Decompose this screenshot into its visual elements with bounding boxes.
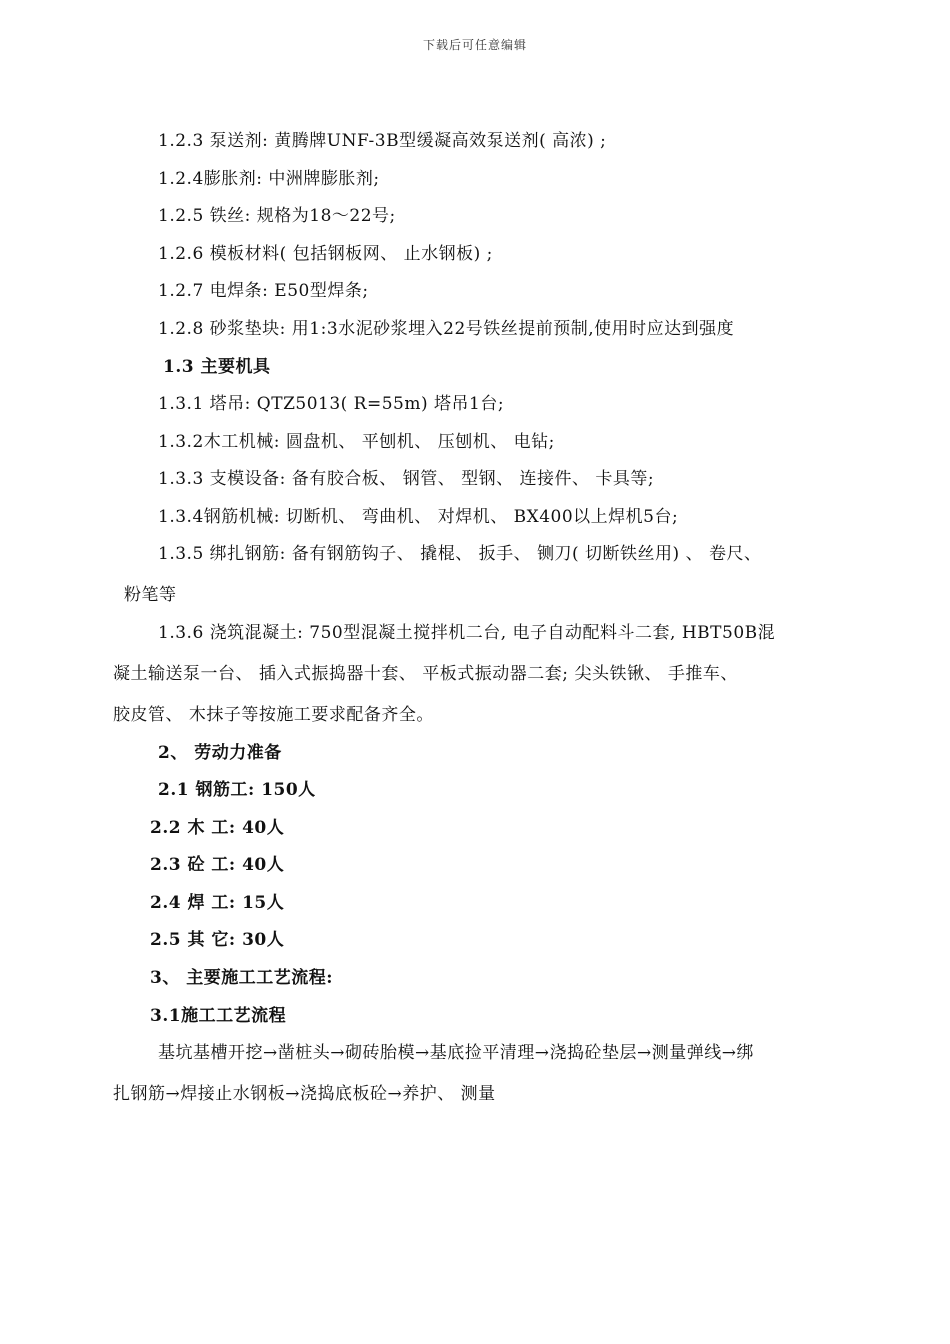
- item-1-2-7: 1.2.7 电焊条: E50型焊条;: [158, 281, 369, 301]
- process-flow-line-1: 基坑基槽开挖→凿桩头→砌砖胎模→基底捡平清理→浇捣砼垫层→测量弹线→绑: [158, 1043, 754, 1063]
- item-1-2-6: 1.2.6 模板材料( 包括钢板网、 止水钢板) ;: [158, 244, 493, 264]
- item-1-2-5: 1.2.5 铁丝: 规格为18～22号;: [158, 206, 396, 226]
- process-flow-line-2: 扎钢筋→焊接止水钢板→浇捣底板砼→养护、 测量: [113, 1084, 496, 1104]
- page-header: 下载后可任意编辑: [422, 38, 527, 52]
- item-1-3-6-cont-2: 胶皮管、 木抹子等按施工要求配备齐全。: [113, 705, 434, 725]
- item-2-1: 2.1 钢筋工: 150人: [158, 780, 316, 800]
- item-1-2-4: 1.2.4膨胀剂: 中洲牌膨胀剂;: [158, 169, 380, 189]
- item-2-2: 2.2 木 工: 40人: [150, 818, 285, 838]
- item-1-3-3: 1.3.3 支模设备: 备有胶合板、 钢管、 型钢、 连接件、 卡具等;: [158, 469, 655, 489]
- item-1-3-1: 1.3.1 塔吊: QTZ5013( R=55m) 塔吊1台;: [158, 394, 505, 414]
- item-1-3-5-cont: 粉笔等: [124, 585, 177, 605]
- heading-3-1: 3.1施工工艺流程: [150, 1006, 287, 1026]
- heading-1-3: 1.3 主要机具: [163, 357, 271, 377]
- item-1-3-6: 1.3.6 浇筑混凝土: 750型混凝土搅拌机二台, 电子自动配料斗二套, HBT50B混: [158, 623, 776, 643]
- item-1-3-5: 1.3.5 绑扎钢筋: 备有钢筋钩子、 撬棍、 扳手、 铡刀( 切断铁丝用) 、 卷尺、: [158, 544, 762, 564]
- heading-2: 2、 劳动力准备: [158, 743, 282, 763]
- item-2-3: 2.3 砼 工: 40人: [150, 855, 285, 875]
- item-1-3-2: 1.3.2木工机械: 圆盘机、 平刨机、 压刨机、 电钻;: [158, 432, 555, 452]
- item-2-5: 2.5 其 它: 30人: [150, 930, 285, 950]
- item-1-2-8: 1.2.8 砂浆垫块: 用1:3水泥砂浆埋入22号铁丝提前预制,使用时应达到强度: [158, 319, 735, 339]
- item-1-2-3: 1.2.3 泵送剂: 黄腾牌UNF-3B型缓凝高效泵送剂( 高浓) ;: [158, 131, 607, 151]
- heading-3: 3、 主要施工工艺流程:: [150, 968, 334, 988]
- item-1-3-4: 1.3.4钢筋机械: 切断机、 弯曲机、 对焊机、 BX400以上焊机5台;: [158, 507, 679, 527]
- item-2-4: 2.4 焊 工: 15人: [150, 893, 285, 913]
- item-1-3-6-cont-1: 凝土输送泵一台、 插入式振捣器十套、 平板式振动器二套; 尖头铁锹、 手推车、: [113, 664, 738, 684]
